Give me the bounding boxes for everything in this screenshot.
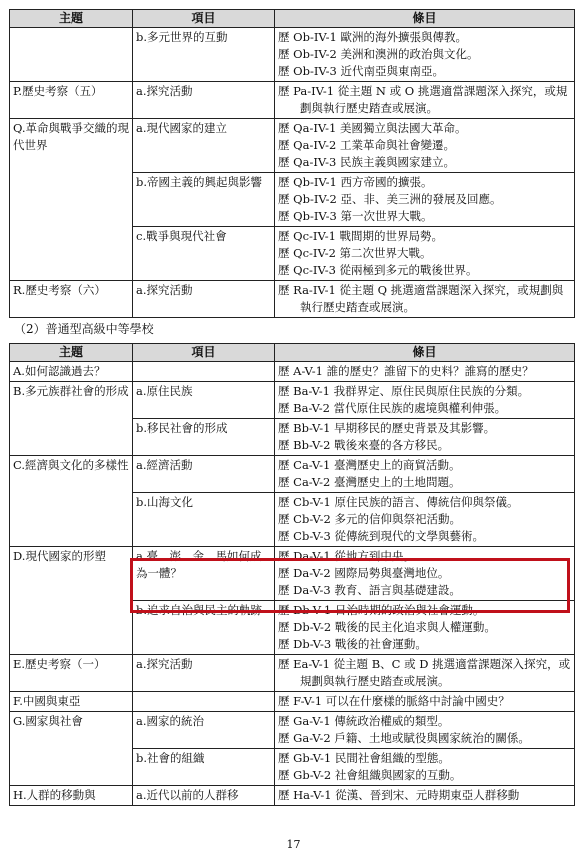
header-item: 項目 — [133, 10, 275, 28]
item-cell: b.多元世界的互動 — [133, 28, 275, 82]
clause-text: 歷 Qb-IV-1 西方帝國的擴張。 — [278, 175, 433, 189]
clause-text: 歷 Ob-IV-2 美洲和澳洲的政治與文化。 — [278, 47, 479, 61]
theme-cell: G.國家與社會 — [10, 712, 133, 786]
clause-cell — [275, 786, 575, 806]
table-row — [10, 362, 575, 382]
clause-text: 歷 Ea-V-1 從主題 B、C 或 D 挑選適當課題深入探究，或規劃與執行歷史踏查或展演。 — [278, 657, 571, 688]
clause-text: 歷 Ca-V-1 臺灣歷史上的商貿活動。 — [278, 458, 461, 472]
clause-cell — [275, 281, 575, 318]
item-cell: b.帝國主義的興起與影響 — [133, 173, 275, 227]
theme-cell: R.歷史考察（六） — [10, 281, 133, 318]
clause-text: 歷 Qb-IV-2 亞、非、美三洲的發展及回應。 — [278, 192, 502, 206]
header-theme: 主題 — [10, 10, 133, 28]
theme-cell: A.如何認識過去？ — [10, 362, 133, 382]
clause-text: 歷 Db-V-3 戰後的社會運動。 — [278, 637, 427, 651]
clause-text: 歷 Bb-V-1 早期移民的歷史背景及其影響。 — [278, 421, 496, 435]
item-cell: a.國家的統治 — [133, 712, 275, 749]
header-item: 項目 — [133, 344, 275, 362]
clause-text: 歷 Gb-V-2 社會組織與國家的互動。 — [278, 768, 462, 782]
header-theme: 主題 — [10, 344, 133, 362]
item-cell: b.追求自治與民主的軌跡 — [133, 601, 275, 655]
clause-text: 歷 Pa-IV-1 從主題 N 或 O 挑選適當課題深入探究，或規劃與執行歷史踏查或展演。 — [278, 84, 568, 115]
table-row — [10, 655, 575, 692]
clause-text: 歷 Qc-IV-3 從兩極到多元的戰後世界。 — [278, 263, 478, 277]
clause-cell — [275, 655, 575, 692]
clause-text: 歷 Cb-V-2 多元的信仰與祭祀活動。 — [278, 512, 461, 526]
item-cell: a.現代國家的建立 — [133, 119, 275, 173]
clause-text: 歷 Qa-IV-2 工業革命與社會變遷。 — [278, 138, 455, 152]
item-cell: b.山海文化 — [133, 493, 275, 547]
header-clause: 條目 — [275, 10, 575, 28]
theme-cell: D.現代國家的形塑 — [10, 547, 133, 655]
curriculum-table-junior — [9, 9, 575, 318]
theme-cell: F.中國與東亞 — [10, 692, 133, 712]
clause-text: 歷 Cb-V-3 從傳統到現代的文學與藝術。 — [278, 529, 484, 543]
theme-cell: E.歷史考察（一） — [10, 655, 133, 692]
clause-text: 歷 Ra-IV-1 從主題 Q 挑選適當課題深入探究，或規劃與執行歷史踏查或展演。 — [278, 283, 564, 314]
section-title: （2）普通型高級中等學校 — [14, 322, 154, 336]
clause-cell — [275, 547, 575, 601]
clause-text: 歷 Cb-V-1 原住民族的語言、傳統信仰與祭儀。 — [278, 495, 519, 509]
clause-cell — [275, 419, 575, 456]
clause-text: 歷 Ga-V-1 傳統政治權威的類型。 — [278, 714, 450, 728]
table-row — [10, 786, 575, 806]
clause-cell — [275, 362, 575, 382]
item-cell — [133, 362, 275, 382]
theme-cell: P.歷史考察（五） — [10, 82, 133, 119]
clause-cell — [275, 601, 575, 655]
table-row — [10, 82, 575, 119]
page-number: 17 — [286, 838, 301, 851]
clause-cell — [275, 692, 575, 712]
curriculum-table-senior — [9, 343, 575, 806]
clause-cell — [275, 456, 575, 493]
table-row — [10, 547, 575, 601]
clause-cell — [275, 749, 575, 786]
table-row — [10, 712, 575, 749]
clause-text: 歷 Qa-IV-1 美國獨立與法國大革命。 — [278, 121, 467, 135]
clause-text: 歷 Da-V-1 從地方到中央。 — [278, 549, 415, 563]
table-row — [10, 28, 575, 82]
clause-text: 歷 Db-V-1 日治時期的政治與社會運動。 — [278, 603, 485, 617]
table-row — [10, 119, 575, 173]
clause-text: 歷 Ha-V-1 從漢、晉到宋、元時期東亞人群移動 — [278, 788, 520, 802]
item-cell: c.戰爭與現代社會 — [133, 227, 275, 281]
clause-cell — [275, 28, 575, 82]
clause-text: 歷 Gb-V-1 民間社會組織的型態。 — [278, 751, 450, 765]
item-cell: a.臺、澎、金、馬如何成為一體？ — [133, 547, 275, 601]
theme-cell: Q.革命與戰爭交織的現代世界 — [10, 119, 133, 281]
clause-text: 歷 Ob-IV-3 近代南亞與東南亞。 — [278, 64, 444, 78]
clause-cell — [275, 712, 575, 749]
clause-text: 歷 Qc-IV-1 戰間期的世界局勢。 — [278, 229, 444, 243]
item-cell: a.近代以前的人群移 — [133, 786, 275, 806]
clause-text: 歷 Ba-V-2 當代原住民族的處境與權利伸張。 — [278, 401, 507, 415]
clause-cell — [275, 227, 575, 281]
item-cell: b.社會的組織 — [133, 749, 275, 786]
table-row — [10, 382, 575, 419]
clause-text: 歷 Da-V-3 教育、語言與基礎建設。 — [278, 583, 461, 597]
theme-cell — [10, 28, 133, 82]
table-row — [10, 456, 575, 493]
clause-cell — [275, 119, 575, 173]
item-cell: a.探究活動 — [133, 82, 275, 119]
clause-text: 歷 Da-V-2 國際局勢與臺灣地位。 — [278, 566, 450, 580]
table-row — [10, 692, 575, 712]
table-row — [10, 281, 575, 318]
item-cell: a.探究活動 — [133, 281, 275, 318]
item-cell: a.探究活動 — [133, 655, 275, 692]
clause-cell — [275, 82, 575, 119]
item-cell — [133, 692, 275, 712]
theme-cell: C.經濟與文化的多樣性 — [10, 456, 133, 547]
header-clause: 條目 — [275, 344, 575, 362]
clause-cell — [275, 382, 575, 419]
clause-text: 歷 Qb-IV-3 第一次世界大戰。 — [278, 209, 433, 223]
clause-text: 歷 Ca-V-2 臺灣歷史上的土地問題。 — [278, 475, 461, 489]
clause-cell — [275, 493, 575, 547]
clause-text: 歷 Bb-V-2 戰後來臺的各方移民。 — [278, 438, 450, 452]
clause-text: 歷 F-V-1 可以在什麼樣的脈絡中討論中國史？ — [278, 694, 510, 708]
clause-text: 歷 A-V-1 誰的歷史？誰留下的史料？誰寫的歷史？ — [278, 364, 534, 378]
theme-cell: H.人群的移動與 — [10, 786, 133, 806]
clause-text: 歷 Ga-V-2 戶籍、土地或賦役與國家統治的關係。 — [278, 731, 530, 745]
item-cell: b.移民社會的形成 — [133, 419, 275, 456]
item-cell: a.原住民族 — [133, 382, 275, 419]
clause-text: 歷 Db-V-2 戰後的民主化追求與人權運動。 — [278, 620, 496, 634]
clause-text: 歷 Qa-IV-3 民族主義與國家建立。 — [278, 155, 455, 169]
clause-text: 歷 Qc-IV-2 第二次世界大戰。 — [278, 246, 432, 260]
clause-text: 歷 Ob-IV-1 歐洲的海外擴張與傳教。 — [278, 30, 467, 44]
clause-text: 歷 Ba-V-1 我群界定、原住民與原住民族的分類。 — [278, 384, 530, 398]
theme-cell: B.多元族群社會的形成 — [10, 382, 133, 456]
item-cell: a.經濟活動 — [133, 456, 275, 493]
clause-cell — [275, 173, 575, 227]
